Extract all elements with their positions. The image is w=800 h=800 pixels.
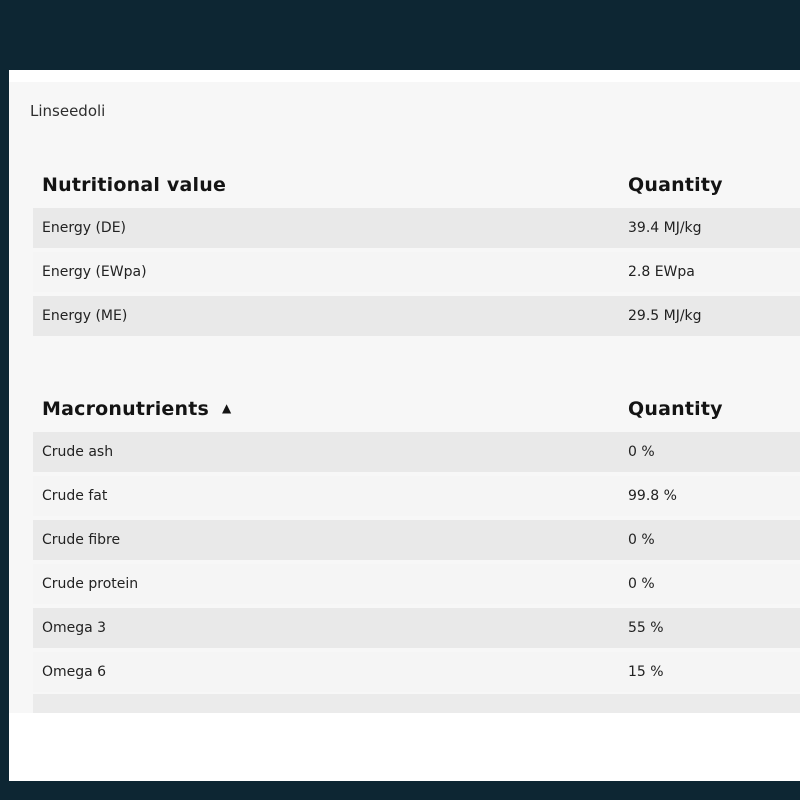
quantity-column-header: Quantity	[628, 398, 723, 420]
sort-ascending-icon[interactable]: ▲	[222, 401, 232, 415]
table-row	[33, 252, 800, 292]
bottom-frame-bar	[0, 781, 800, 800]
nutritional-value-rows	[33, 208, 800, 336]
macronutrients-header-row	[33, 394, 800, 424]
nutrient-label: Crude protein	[42, 576, 139, 592]
table-row	[33, 608, 800, 648]
quantity-column-header: Quantity	[628, 174, 723, 196]
nutritional-value-table	[33, 170, 800, 340]
nutrient-label: Energy (DE)	[42, 220, 127, 236]
nutrient-value: 0 %	[628, 532, 655, 548]
nutrient-value: 39.4 MJ/kg	[628, 220, 702, 236]
table-row	[33, 432, 800, 472]
nutritional-value-title: Nutritional value	[42, 174, 227, 196]
cut-off-table-row	[33, 694, 800, 713]
nutrient-value: 0 %	[628, 444, 655, 460]
left-frame-bar	[0, 70, 9, 800]
table-row	[33, 296, 800, 336]
macronutrients-title[interactable]: Macronutrients	[42, 398, 210, 420]
nutrient-label: Omega 3	[42, 620, 107, 636]
nutrient-value: 55 %	[628, 620, 664, 636]
nutrient-label: Energy (EWpa)	[42, 264, 147, 280]
nutrient-value: 15 %	[628, 664, 664, 680]
nutrient-label: Energy (ME)	[42, 308, 128, 324]
macronutrients-sort-header[interactable]	[42, 398, 628, 420]
nutrient-label: Crude fat	[42, 488, 108, 504]
table-row	[33, 476, 800, 516]
nutrient-label: Crude ash	[42, 444, 114, 460]
macronutrients-table	[33, 394, 800, 696]
nutrient-value: 99.8 %	[628, 488, 677, 504]
nutrient-value: 2.8 EWpa	[628, 264, 695, 280]
nutrition-panel	[9, 82, 800, 713]
nutrient-label: Crude fibre	[42, 532, 121, 548]
nutrient-label: Omega 6	[42, 664, 107, 680]
macronutrients-rows	[33, 432, 800, 692]
nutrient-value: 29.5 MJ/kg	[628, 308, 702, 324]
table-row	[33, 564, 800, 604]
nutritional-value-header-row	[33, 170, 800, 200]
table-row	[33, 208, 800, 248]
product-name: Linseedoli	[30, 102, 106, 120]
table-row	[33, 520, 800, 560]
nutrient-value: 0 %	[628, 576, 655, 592]
top-frame-bar	[0, 0, 800, 70]
table-row	[33, 652, 800, 692]
